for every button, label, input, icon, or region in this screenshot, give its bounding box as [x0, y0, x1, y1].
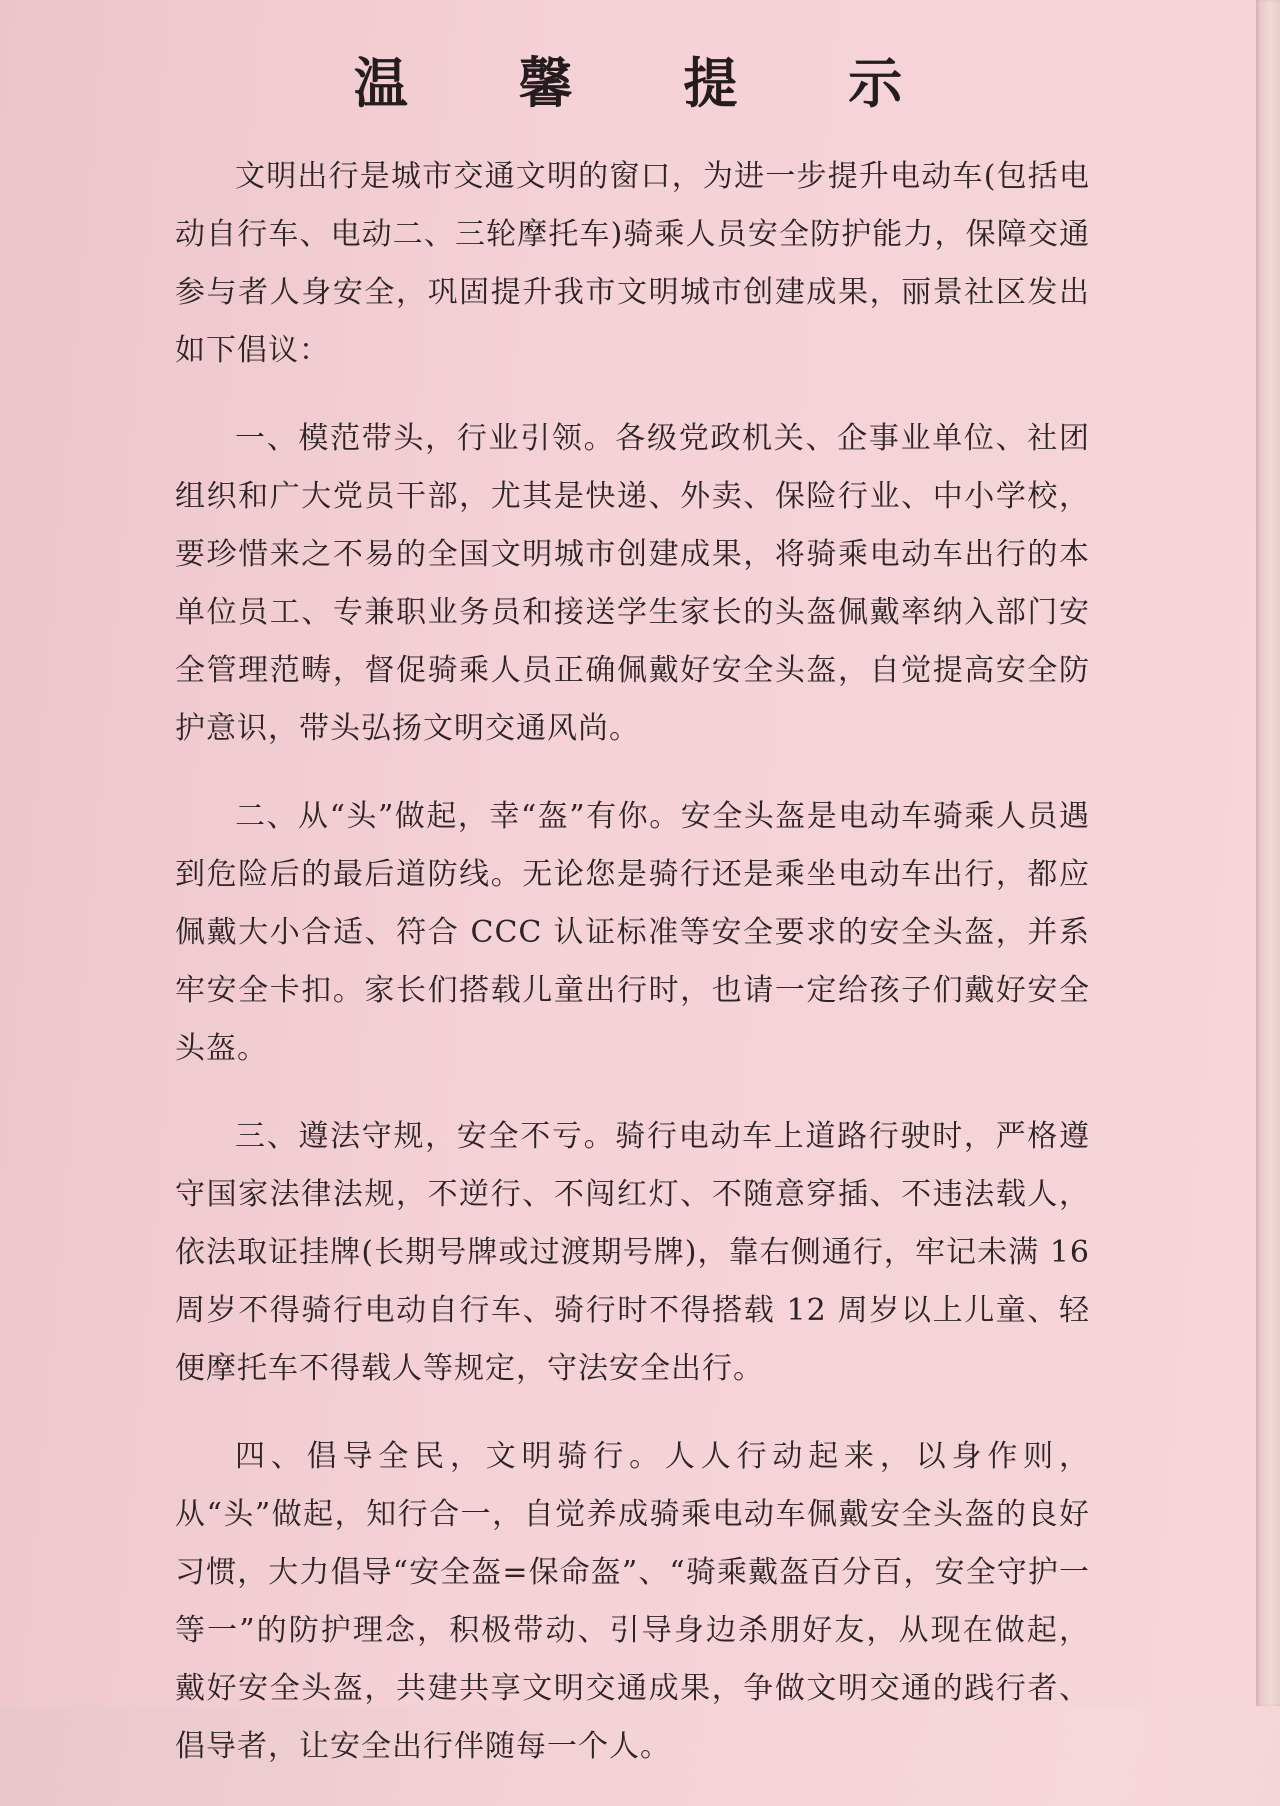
- item-4-paragraph: 四、倡导全民，文明骑行。人人行动起来，以身作则，从“头”做起，知行合一，自觉养成骑乘电动车佩戴安全头盔的良好习惯，大力倡导“安全盔=保命盔”、“骑乘戴盔百分百，安全守护一等一”的防护理念，积极带动、引导身边杀朋好友，从现在做起，戴好安全头盔，共建共享文明交通成果，争做文明交通的践行者、倡导者，让安全出行伴随每一个人。: [175, 1439, 1090, 1764]
- notice-title: 温 馨 提 示: [353, 51, 949, 115]
- notice-body: [175, 148, 1090, 1806]
- intro-paragraph: 文明出行是城市交通文明的窗口，为进一步提升电动车(包括电动自行车、电动二、三轮摩托车)骑乘人员安全防护能力，保障交通参与者人身安全，巩固提升我市文明城市创建成果，丽景社区发出如下倡议：: [175, 159, 1090, 368]
- item-3-paragraph: 三、遵法守规，安全不亏。骑行电动车上道路行驶时，严格遵守国家法律法规，不逆行、不闯红灯、不随意穿插、不违法载人，依法取证挂牌(长期号牌或过渡期号牌)，靠右侧通行，牢记未满 16 周岁不得骑行电动自行车、骑行时不得搭载 12 周岁以上儿童、轻便摩托车不得载人等规定，守法安全出行。: [175, 1119, 1090, 1386]
- item-1-paragraph: 一、模范带头，行业引领。各级党政机关、企事业单位、社团组织和广大党员干部，尤其是快递、外卖、保险行业、中小学校，要珍惜来之不易的全国文明城市创建成果，将骑乘电动车出行的本单位员工、专兼职业务员和接送学生家长的头盔佩戴率纳入部门安全管理范畴，督促骑乘人员正确佩戴好安全头盔，自觉提高安全防护意识，带头弘扬文明交通风尚。: [175, 421, 1090, 746]
- paper-edge: [1256, 0, 1280, 1706]
- item-2-paragraph: 二、从“头”做起，幸“盔”有你。安全头盔是电动车骑乘人员遇到危险后的最后道防线。无论您是骑行还是乘坐电动车出行，都应佩戴大小合适、符合 CCC 认证标准等安全要求的安全头盔，并系牢安全卡扣。家长们搭载儿童出行时，也请一定给孩子们戴好安全头盔。: [175, 799, 1090, 1066]
